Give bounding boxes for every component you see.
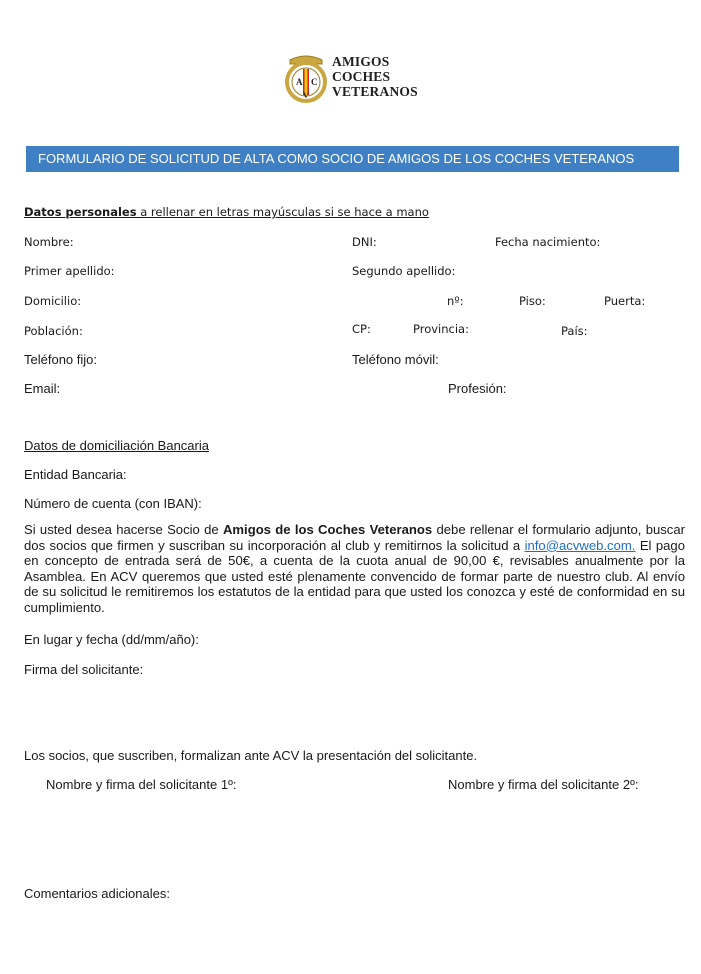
poblacion-field-label[interactable]: Población: — [24, 324, 83, 338]
acv-emblem-icon — [282, 52, 330, 104]
logo-line-coches: COCHES — [332, 69, 391, 84]
provincia-field-label[interactable]: Provincia: — [413, 322, 469, 336]
firma-solicitante-field-label[interactable]: Firma del solicitante: — [24, 662, 144, 677]
paragraph-middle: debe rellenar el formulario adjunto, buscar dos socios que firmen y suscriban su incorporación al club y remitirnos la solicitud a — [24, 522, 685, 553]
numero-field-label[interactable]: nº: — [447, 294, 464, 308]
primer-apellido-field-label[interactable]: Primer apellido: — [24, 264, 115, 278]
logo-line-amigos: AMIGOS — [332, 54, 390, 69]
firma-socio-1-field-label[interactable]: Nombre y firma del solicitante 1º: — [46, 777, 237, 792]
firma-socio-2-field-label[interactable]: Nombre y firma del solicitante 2º: — [448, 777, 639, 792]
fecha-nacimiento-field-label[interactable]: Fecha nacimiento: — [495, 235, 601, 249]
segundo-apellido-field-label[interactable]: Segundo apellido: — [352, 264, 456, 278]
dni-field-label[interactable]: DNI: — [352, 235, 377, 249]
club-name-bold: Amigos de los Coches Veteranos — [222, 522, 433, 537]
comentarios-field-label[interactable]: Comentarios adicionales: — [24, 886, 170, 901]
domicilio-field-label[interactable]: Domicilio: — [24, 294, 82, 308]
logo-line-veteranos: VETERANOS — [332, 84, 418, 99]
paragraph-end: El pago en concepto de entrada será de 50€, a cuenta de la cuota anual de 90,00 €, revisables anualmente por la Asamblea. En ACV queremos que usted esté plenamente convencido de formar parte de nuestro club. Al envío de su solicitud le remitiremos los estatutos de la entidad para que usted los conozca y esté de conformidad en su cumplimiento. — [24, 537, 685, 615]
pais-field-label[interactable]: País: — [561, 324, 588, 338]
emblem-letter-a: A — [296, 77, 303, 87]
personal-data-heading-bold: Datos personales — [24, 205, 137, 219]
personal-data-heading-rest: a rellenar en letras mayúsculas si se hace a mano — [136, 205, 429, 219]
cp-field-label[interactable]: CP: — [352, 322, 371, 336]
socios-statement: Los socios, que suscriben, formalizan ante ACV la presentación del solicitante. — [24, 748, 478, 763]
emblem-letter-v: V — [303, 91, 309, 100]
bank-data-heading: Datos de domiciliación Bancaria — [24, 438, 209, 453]
piso-field-label[interactable]: Piso: — [519, 294, 546, 308]
lugar-fecha-field-label[interactable]: En lugar y fecha (dd/mm/año): — [24, 632, 199, 647]
logo-wordmark — [332, 54, 418, 99]
email-field-label[interactable]: Email: — [24, 381, 61, 396]
nombre-field-label[interactable]: Nombre: — [24, 235, 74, 249]
membership-info-paragraph — [24, 522, 685, 615]
entidad-bancaria-field-label[interactable]: Entidad Bancaria: — [24, 467, 127, 482]
paragraph-intro: Si usted desea hacerse Socio de — [24, 522, 223, 537]
telefono-movil-field-label[interactable]: Teléfono móvil: — [352, 352, 439, 367]
form-title-banner: FORMULARIO DE SOLICITUD DE ALTA COMO SOCIO DE AMIGOS DE LOS COCHES VETERANOS — [26, 146, 679, 172]
emblem-letter-c: C — [311, 77, 318, 87]
numero-cuenta-field-label[interactable]: Número de cuenta (con IBAN): — [24, 496, 202, 511]
personal-data-heading — [24, 205, 429, 219]
profesion-field-label[interactable]: Profesión: — [448, 381, 507, 396]
contact-email-link[interactable]: info@acvweb.com. — [524, 537, 636, 553]
telefono-fijo-field-label[interactable]: Teléfono fijo: — [24, 352, 97, 367]
puerta-field-label[interactable]: Puerta: — [604, 294, 646, 308]
